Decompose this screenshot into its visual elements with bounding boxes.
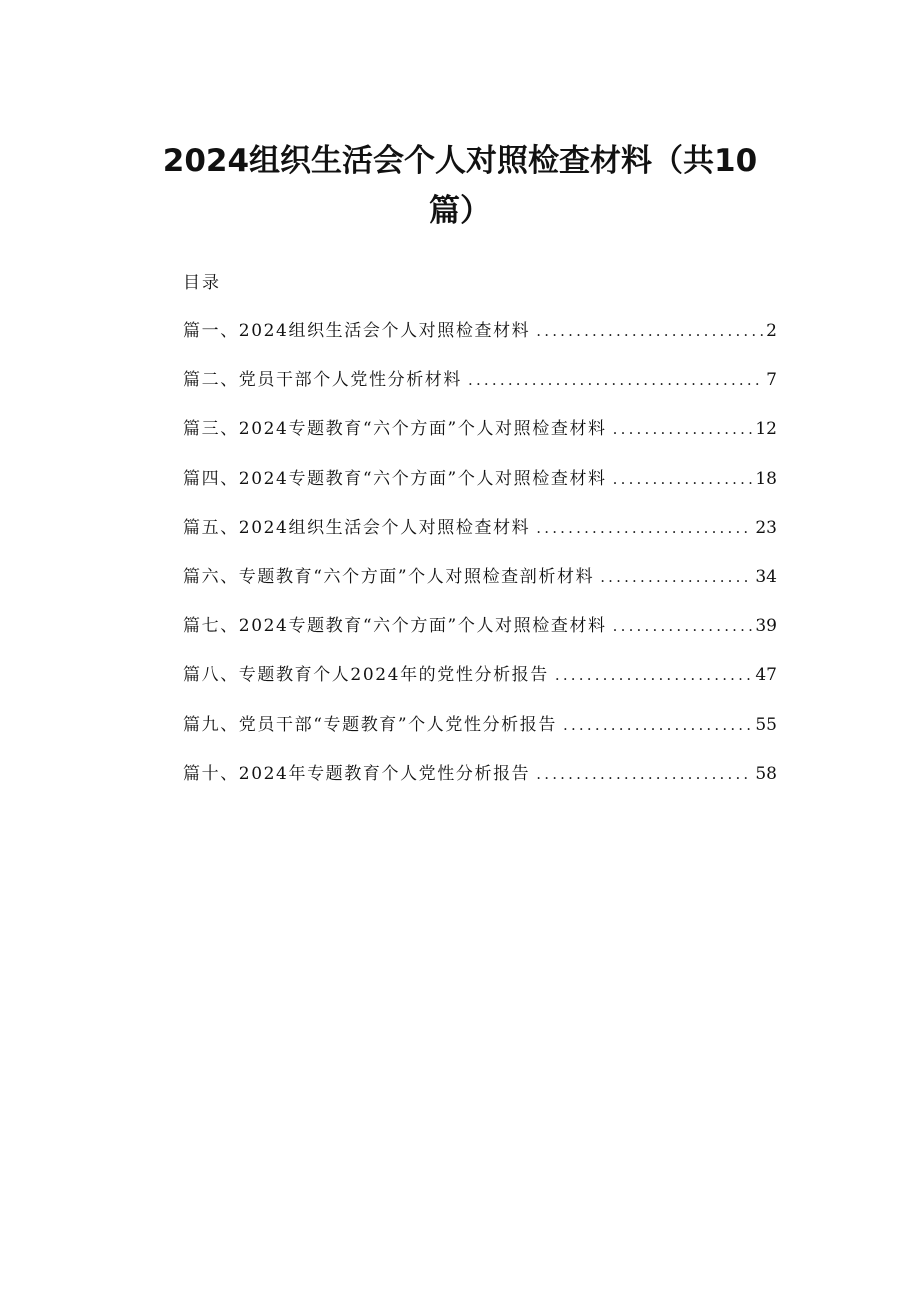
- toc-item-page: 7: [766, 370, 777, 391]
- toc-item-page: 39: [755, 616, 777, 637]
- toc-dot-leader: [600, 564, 752, 590]
- toc-dot-leader: [563, 712, 752, 738]
- toc-item[interactable]: [183, 564, 777, 613]
- toc-item-page: 12: [755, 419, 777, 440]
- title-line-2: 篇）: [429, 193, 491, 229]
- toc-item-page: 34: [755, 566, 777, 587]
- document-title: [130, 136, 790, 236]
- toc-item-page: 2: [766, 321, 777, 341]
- toc-dot-leader: [555, 662, 752, 688]
- toc-dot-leader: [613, 613, 753, 639]
- toc-dot-leader: [613, 416, 753, 442]
- toc-item-label: 篇十、2024年专题教育个人党性分析报告: [183, 763, 531, 784]
- toc-item-label: 篇二、党员干部个人党性分析材料: [183, 370, 462, 391]
- toc-item-label: 篇八、专题教育个人2024年的党性分析报告: [183, 665, 549, 686]
- toc-item-page: 47: [755, 665, 777, 686]
- toc-item-label: 篇三、2024专题教育“六个方面”个人对照检查材料: [183, 419, 607, 440]
- title-line-1: 2024组织生活会个人对照检查材料（共10: [162, 143, 758, 179]
- toc-dot-leader: [536, 318, 763, 344]
- toc-item-label: 篇六、专题教育“六个方面”个人对照检查剖析材料: [183, 566, 595, 587]
- toc-item[interactable]: [183, 416, 777, 465]
- toc-item[interactable]: [183, 466, 777, 515]
- toc-item[interactable]: [183, 318, 777, 367]
- toc-item-page: 23: [755, 517, 777, 538]
- toc-dot-leader: [536, 515, 752, 541]
- toc-item-page: 58: [755, 763, 777, 784]
- toc-item[interactable]: [183, 712, 777, 761]
- toc-item[interactable]: [183, 613, 777, 662]
- toc-item-page: 18: [755, 468, 777, 489]
- table-of-contents: [183, 318, 777, 810]
- toc-item-label: 篇九、党员干部“专题教育”个人党性分析报告: [183, 714, 557, 735]
- toc-item-label: 篇五、2024组织生活会个人对照检查材料: [183, 517, 531, 538]
- toc-dot-leader: [536, 761, 752, 787]
- toc-item-label: 篇一、2024组织生活会个人对照检查材料: [183, 321, 531, 341]
- toc-item[interactable]: [183, 515, 777, 564]
- toc-item[interactable]: [183, 761, 777, 810]
- toc-item-label: 篇七、2024专题教育“六个方面”个人对照检查材料: [183, 616, 607, 637]
- toc-dot-leader: [613, 466, 753, 492]
- toc-item-page: 55: [755, 714, 777, 735]
- toc-item[interactable]: [183, 367, 777, 416]
- toc-dot-leader: [468, 367, 763, 393]
- toc-item[interactable]: [183, 662, 777, 711]
- toc-heading: 目录: [183, 273, 221, 293]
- toc-item-label: 篇四、2024专题教育“六个方面”个人对照检查材料: [183, 468, 607, 489]
